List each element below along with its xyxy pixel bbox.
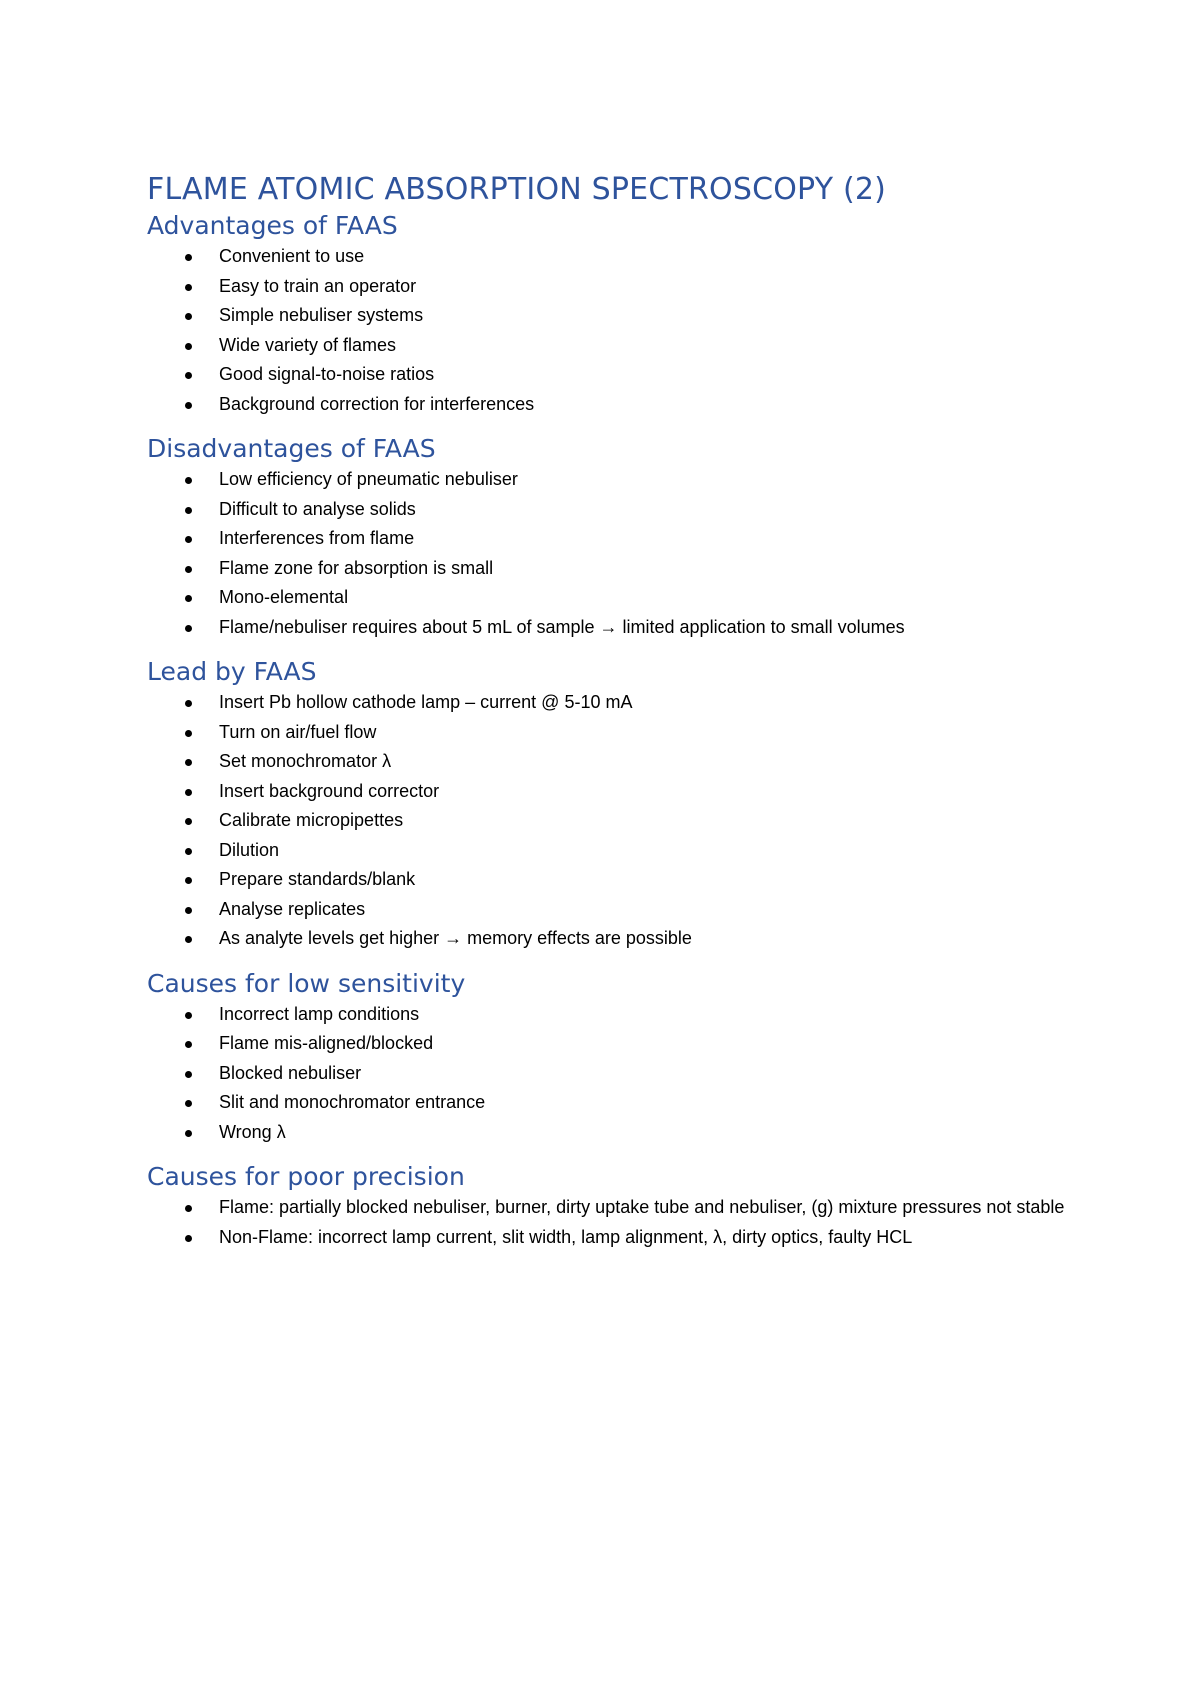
list-item	[147, 836, 1067, 866]
bullet-icon	[185, 566, 192, 573]
list-item	[147, 272, 1067, 302]
list-item	[147, 554, 1067, 584]
bullet-icon	[185, 848, 192, 855]
bullet-icon	[185, 343, 192, 350]
page-title: FLAME ATOMIC ABSORPTION SPECTROSCOPY (2)	[147, 172, 887, 207]
list-item	[147, 1029, 1067, 1059]
list-item-text: Flame mis-aligned/blocked	[219, 1033, 434, 1053]
list-item-text: Difficult to analyse solids	[219, 498, 416, 519]
list-item	[147, 390, 1067, 420]
list-item	[147, 583, 1067, 613]
bullet-icon	[185, 402, 192, 409]
bullet-icon	[185, 1041, 192, 1048]
list-item	[147, 524, 1067, 554]
bullet-list	[147, 1000, 1067, 1148]
list-item-text: Turn on air/fuel flow	[219, 721, 377, 742]
list-item-text: Convenient to use	[219, 246, 365, 266]
list-item	[147, 777, 1067, 807]
list-item	[147, 1000, 1067, 1030]
bullet-icon	[185, 936, 192, 943]
bullet-icon	[185, 1012, 192, 1019]
list-item-text: Low efficiency of pneumatic nebuliser	[219, 469, 518, 489]
section-heading: Advantages of FAAS	[147, 211, 398, 240]
list-item-text: Flame/nebuliser requires about 5 mL of sample → limited application to small volumes	[219, 616, 905, 637]
list-item	[147, 301, 1067, 331]
bullet-list	[147, 242, 1067, 419]
section-heading: Causes for poor precision	[147, 1162, 465, 1191]
bullet-icon	[185, 818, 192, 825]
list-item-text: Interferences from flame	[219, 528, 415, 548]
section-low-sensitivity	[147, 968, 1067, 1148]
list-item	[147, 613, 1067, 643]
bullet-icon	[185, 313, 192, 320]
bullet-icon	[185, 477, 192, 484]
list-item	[147, 806, 1067, 836]
list-item-text: Blocked nebuliser	[219, 1062, 362, 1083]
section-disadvantages	[147, 433, 1067, 642]
list-item	[147, 688, 1067, 718]
list-item-text: Mono-elemental	[219, 587, 349, 607]
list-item-text: Slit and monochromator entrance	[219, 1092, 486, 1112]
list-item-text: Insert Pb hollow cathode lamp – current @ 5-10 mA	[219, 692, 633, 712]
list-item	[147, 747, 1067, 777]
section-heading: Lead by FAAS	[147, 657, 317, 686]
list-item-text: Insert background corrector	[219, 780, 440, 801]
bullet-icon	[185, 789, 192, 796]
bullet-icon	[185, 1205, 192, 1212]
list-item-text: Simple nebuliser systems	[219, 305, 424, 325]
bullet-list	[147, 1193, 1067, 1252]
section-heading: Disadvantages of FAAS	[147, 434, 436, 463]
bullet-icon	[185, 1071, 192, 1078]
list-item	[147, 1059, 1067, 1089]
bullet-icon	[185, 507, 192, 514]
list-item	[147, 1088, 1067, 1118]
list-item-text: As analyte levels get higher → memory effects are possible	[219, 928, 692, 948]
bullet-list	[147, 465, 1067, 642]
bullet-icon	[185, 759, 192, 766]
bullet-icon	[185, 595, 192, 602]
list-item	[147, 331, 1067, 361]
list-item	[147, 465, 1067, 495]
list-item-text: Incorrect lamp conditions	[219, 1003, 420, 1024]
document-page	[147, 172, 1067, 1252]
section-advantages	[147, 210, 1067, 419]
section-lead-by-faas	[147, 656, 1067, 954]
list-item	[147, 495, 1067, 525]
list-item-text: Wide variety of flames	[219, 334, 397, 355]
list-item-text: Good signal-to-noise ratios	[219, 364, 435, 384]
section-heading: Causes for low sensitivity	[147, 968, 466, 998]
bullet-icon	[185, 1235, 192, 1242]
bullet-icon	[185, 700, 192, 707]
section-poor-precision	[147, 1161, 1067, 1252]
bullet-list	[147, 688, 1067, 954]
list-item	[147, 718, 1067, 748]
bullet-icon	[185, 877, 192, 884]
bullet-icon	[185, 372, 192, 379]
list-item	[147, 1193, 1067, 1223]
list-item-text: Background correction for interferences	[219, 393, 535, 414]
list-item	[147, 242, 1067, 272]
list-item	[147, 865, 1067, 895]
list-item	[147, 1223, 1067, 1253]
list-item-text: Analyse replicates	[219, 898, 366, 919]
list-item	[147, 924, 1067, 954]
list-item-text: Non-Flame: incorrect lamp current, slit width, lamp alignment, λ, dirty optics, faulty HCL	[219, 1226, 913, 1247]
list-item-text: Set monochromator λ	[219, 751, 392, 771]
bullet-icon	[185, 1100, 192, 1107]
list-item-text: Flame zone for absorption is small	[219, 557, 494, 578]
list-item	[147, 360, 1067, 390]
bullet-icon	[185, 254, 192, 261]
list-item-text: Wrong λ	[219, 1121, 286, 1142]
list-item	[147, 1118, 1067, 1148]
list-item-text: Flame: partially blocked nebuliser, burner, dirty uptake tube and nebuliser, (g) mixture pressures not stable	[219, 1197, 1065, 1217]
bullet-icon	[185, 1130, 192, 1137]
bullet-icon	[185, 284, 192, 291]
list-item-text: Easy to train an operator	[219, 275, 417, 296]
bullet-icon	[185, 907, 192, 914]
list-item-text: Prepare standards/blank	[219, 869, 416, 889]
bullet-icon	[185, 730, 192, 737]
list-item-text: Calibrate micropipettes	[219, 810, 404, 830]
bullet-icon	[185, 536, 192, 543]
list-item	[147, 895, 1067, 925]
bullet-icon	[185, 625, 192, 632]
list-item-text: Dilution	[219, 839, 280, 860]
